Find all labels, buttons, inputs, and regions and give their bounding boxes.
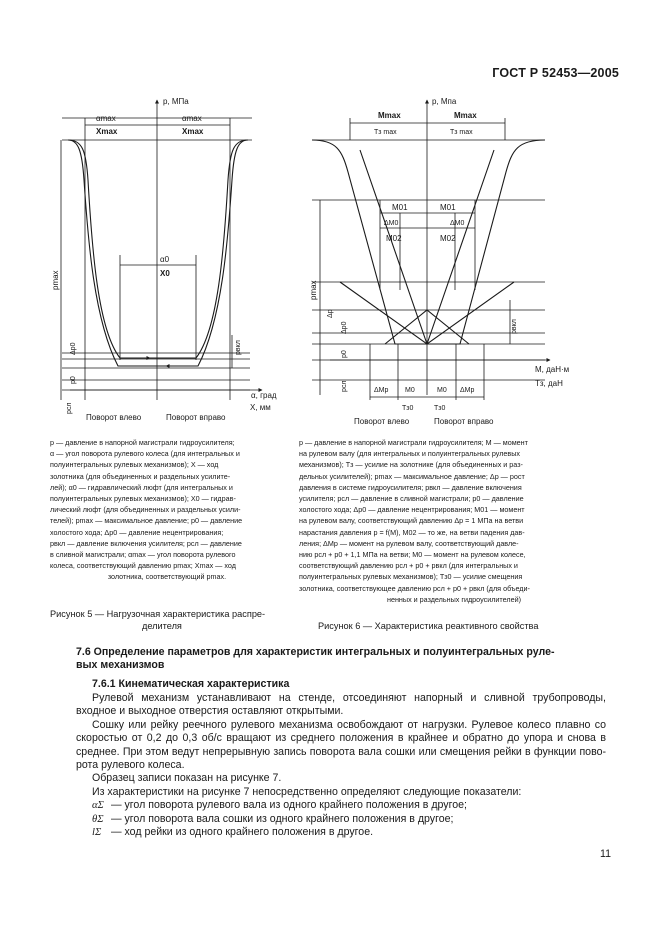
svg-text:M01: M01 [392, 203, 408, 212]
fig5-p0-label: p0 [70, 376, 77, 384]
svg-text:Mmax: Mmax [454, 111, 477, 120]
list-item: lΣ — ход рейки из одного крайнего положения в другое. [92, 826, 374, 839]
svg-text:Поворот влево: Поворот влево [354, 417, 410, 426]
paragraph-4: Из характеристики на рисунке 7 непосредственно определяют следующие показатели: [92, 785, 522, 798]
fig5-alpha0-label: α0 [160, 255, 170, 264]
svg-text:pвкл: pвкл [511, 319, 518, 334]
fig5-legend: p — давление в напорной магистрали гидроусилителя; α — угол поворота рулевого колеса (для интегральных и полуинтегральных рулевых механизмов); X — ход золотника (для объединенных и раздельных усилите- лей); α0 — гидравлический люфт (для интегральных и полуинтегральных рулевых механизмов); X0 — гидрав- лический люфт (для объединенных и раздельных усили- телей); pmax — максимальное давление; p0 — давление холостого хода; Δp0 — давление нецентрирования; pвкл — давление включения усилителя; pсл — давление в сливной магистрали; αmax — угол поворота рулевого колеса, соответствующий давлению pmax; Xmax — ход золотника, соответствующий pmax. [50, 438, 243, 582]
fig5-pvkl-label: pвкл [235, 340, 242, 355]
fig5-alpha-max-left: αmax [96, 114, 116, 123]
fig5-x0-label: X0 [160, 269, 170, 278]
svg-text:Поворот вправо: Поворот вправо [434, 417, 494, 426]
figure-5-diagram [50, 86, 320, 426]
fig5-caption: Рисунок 5 — Нагрузочная характеристика распре- делителя [50, 609, 266, 631]
figure-6-diagram [296, 86, 616, 426]
fig5-alpha-max-right: αmax [182, 114, 202, 123]
svg-text:ΔMp: ΔMp [460, 387, 475, 394]
paragraph-2: Сошку или рейку реечного рулевого механизма освобождают от нагрузки. Рулевое колесо плавно со скоростью от 0,2 до 0,3 об/с вращают из среднего положения в крайнее и обратно до упора и снова в среднее. При этом ведут непрерывную запись поворота вала сошки или смещения рейки в функции пово- рота рулевого колеса. [76, 718, 606, 772]
paragraph-3: Образец записи показан на рисунке 7. [92, 772, 282, 785]
svg-text:p0: p0 [341, 350, 348, 358]
svg-text:M, даН·м: M, даН·м [535, 365, 570, 374]
fig5-turn-right: Поворот вправо [166, 413, 226, 422]
svg-text:Tз0: Tз0 [434, 405, 446, 412]
svg-text:Tз max: Tз max [374, 129, 397, 136]
svg-text:M0: M0 [437, 387, 447, 394]
section-7-6-1-heading: 7.6.1 Кинематическая характеристика [92, 678, 290, 690]
svg-text:Tз max: Tз max [450, 129, 473, 136]
fig6-legend: p — давление в напорной магистрали гидроусилителя; M — момент на рулевом валу (для интегральных и полуинтегральных рулевых механизмов); Tз — усилие на золотнике (для объединенных и раз- дельных усилителей); pmax — максимальное давление; Δp — рост давления в системе гидроусилителя; pвкл — давление включения усилителя; pсл — давление в сливной магистрали; p0 — давление холостого хода; Δp0 — давление нецентрирования; M01 — момент на рулевом валу, соответствующий давлению Δp = 1 МПа на ветви нарастания давления p = f(M), M02 — то же, на ветви падения дав- ления; ΔMp — момент на рулевом валу, соответствующий давле- нию pсл + p0 + 1,1 МПа на ветви; M0 — момент на рулевом колесе, соответствующий давлению pсл + p0 + pвкл (для интегральных и полуинтегральных рулевых механизмов); Tз0 — усилие смещения золотника, соответствующее давлению pсл + p0 + pвкл (для объеди- ненных и раздельных гидроусилителей) [299, 438, 530, 604]
svg-text:pсл: pсл [341, 380, 348, 392]
fig5-dp0-label: Δp0 [70, 342, 77, 355]
svg-text:M0: M0 [405, 387, 415, 394]
svg-text:Tз0: Tз0 [402, 405, 414, 412]
list-item: θΣ — угол поворота вала сошки из одного крайнего положения в другое; [92, 812, 454, 825]
fig6-caption: Рисунок 6 — Характеристика реактивного свойства [318, 621, 539, 631]
svg-text:pmax: pmax [309, 280, 318, 300]
fig5-axis-alpha-label: α, град [251, 391, 277, 400]
svg-text:ΔM0: ΔM0 [384, 220, 399, 227]
svg-text:M01: M01 [440, 203, 456, 212]
fig5-pmax-label: pmax [51, 270, 60, 290]
indicator-list [76, 799, 606, 839]
fig5-x-max-right: Xmax [182, 127, 204, 136]
fig5-psl-label: pсл [66, 402, 73, 414]
fig5-axis-p-label: p, МПа [163, 97, 189, 106]
fig5-axis-x-label: X, мм [250, 403, 271, 412]
svg-text:ΔM0: ΔM0 [450, 220, 465, 227]
svg-text:Δp0: Δp0 [341, 321, 348, 334]
list-item: αΣ — угол поворота рулевого вала из одного крайнего положения в другое; [92, 799, 467, 812]
fig5-x-max-left: Xmax [96, 127, 118, 136]
svg-text:ΔMp: ΔMp [374, 387, 389, 394]
section-7-6-heading: 7.6 Определение параметров для характеристик интегральных и полуинтегральных руле- вых механизмов [76, 646, 555, 671]
page-number: 11 [600, 848, 611, 860]
svg-text:p, Мпа: p, Мпа [432, 97, 457, 106]
svg-text:Mmax: Mmax [378, 111, 401, 120]
svg-text:M02: M02 [440, 234, 456, 243]
svg-text:Tз, даН: Tз, даН [535, 379, 563, 388]
fig5-turn-left: Поворот влево [86, 413, 142, 422]
standard-number: ГОСТ Р 52453—2005 [492, 66, 619, 80]
svg-text:Δp: Δp [327, 309, 334, 318]
section-body [76, 692, 606, 839]
paragraph-1: Рулевой механизм устанавливают на стенде, отсоединяют напорный и сливной трубопроводы, входное и выходное отверстия оставляют открытыми. [76, 692, 606, 718]
svg-text:M02: M02 [386, 234, 402, 243]
